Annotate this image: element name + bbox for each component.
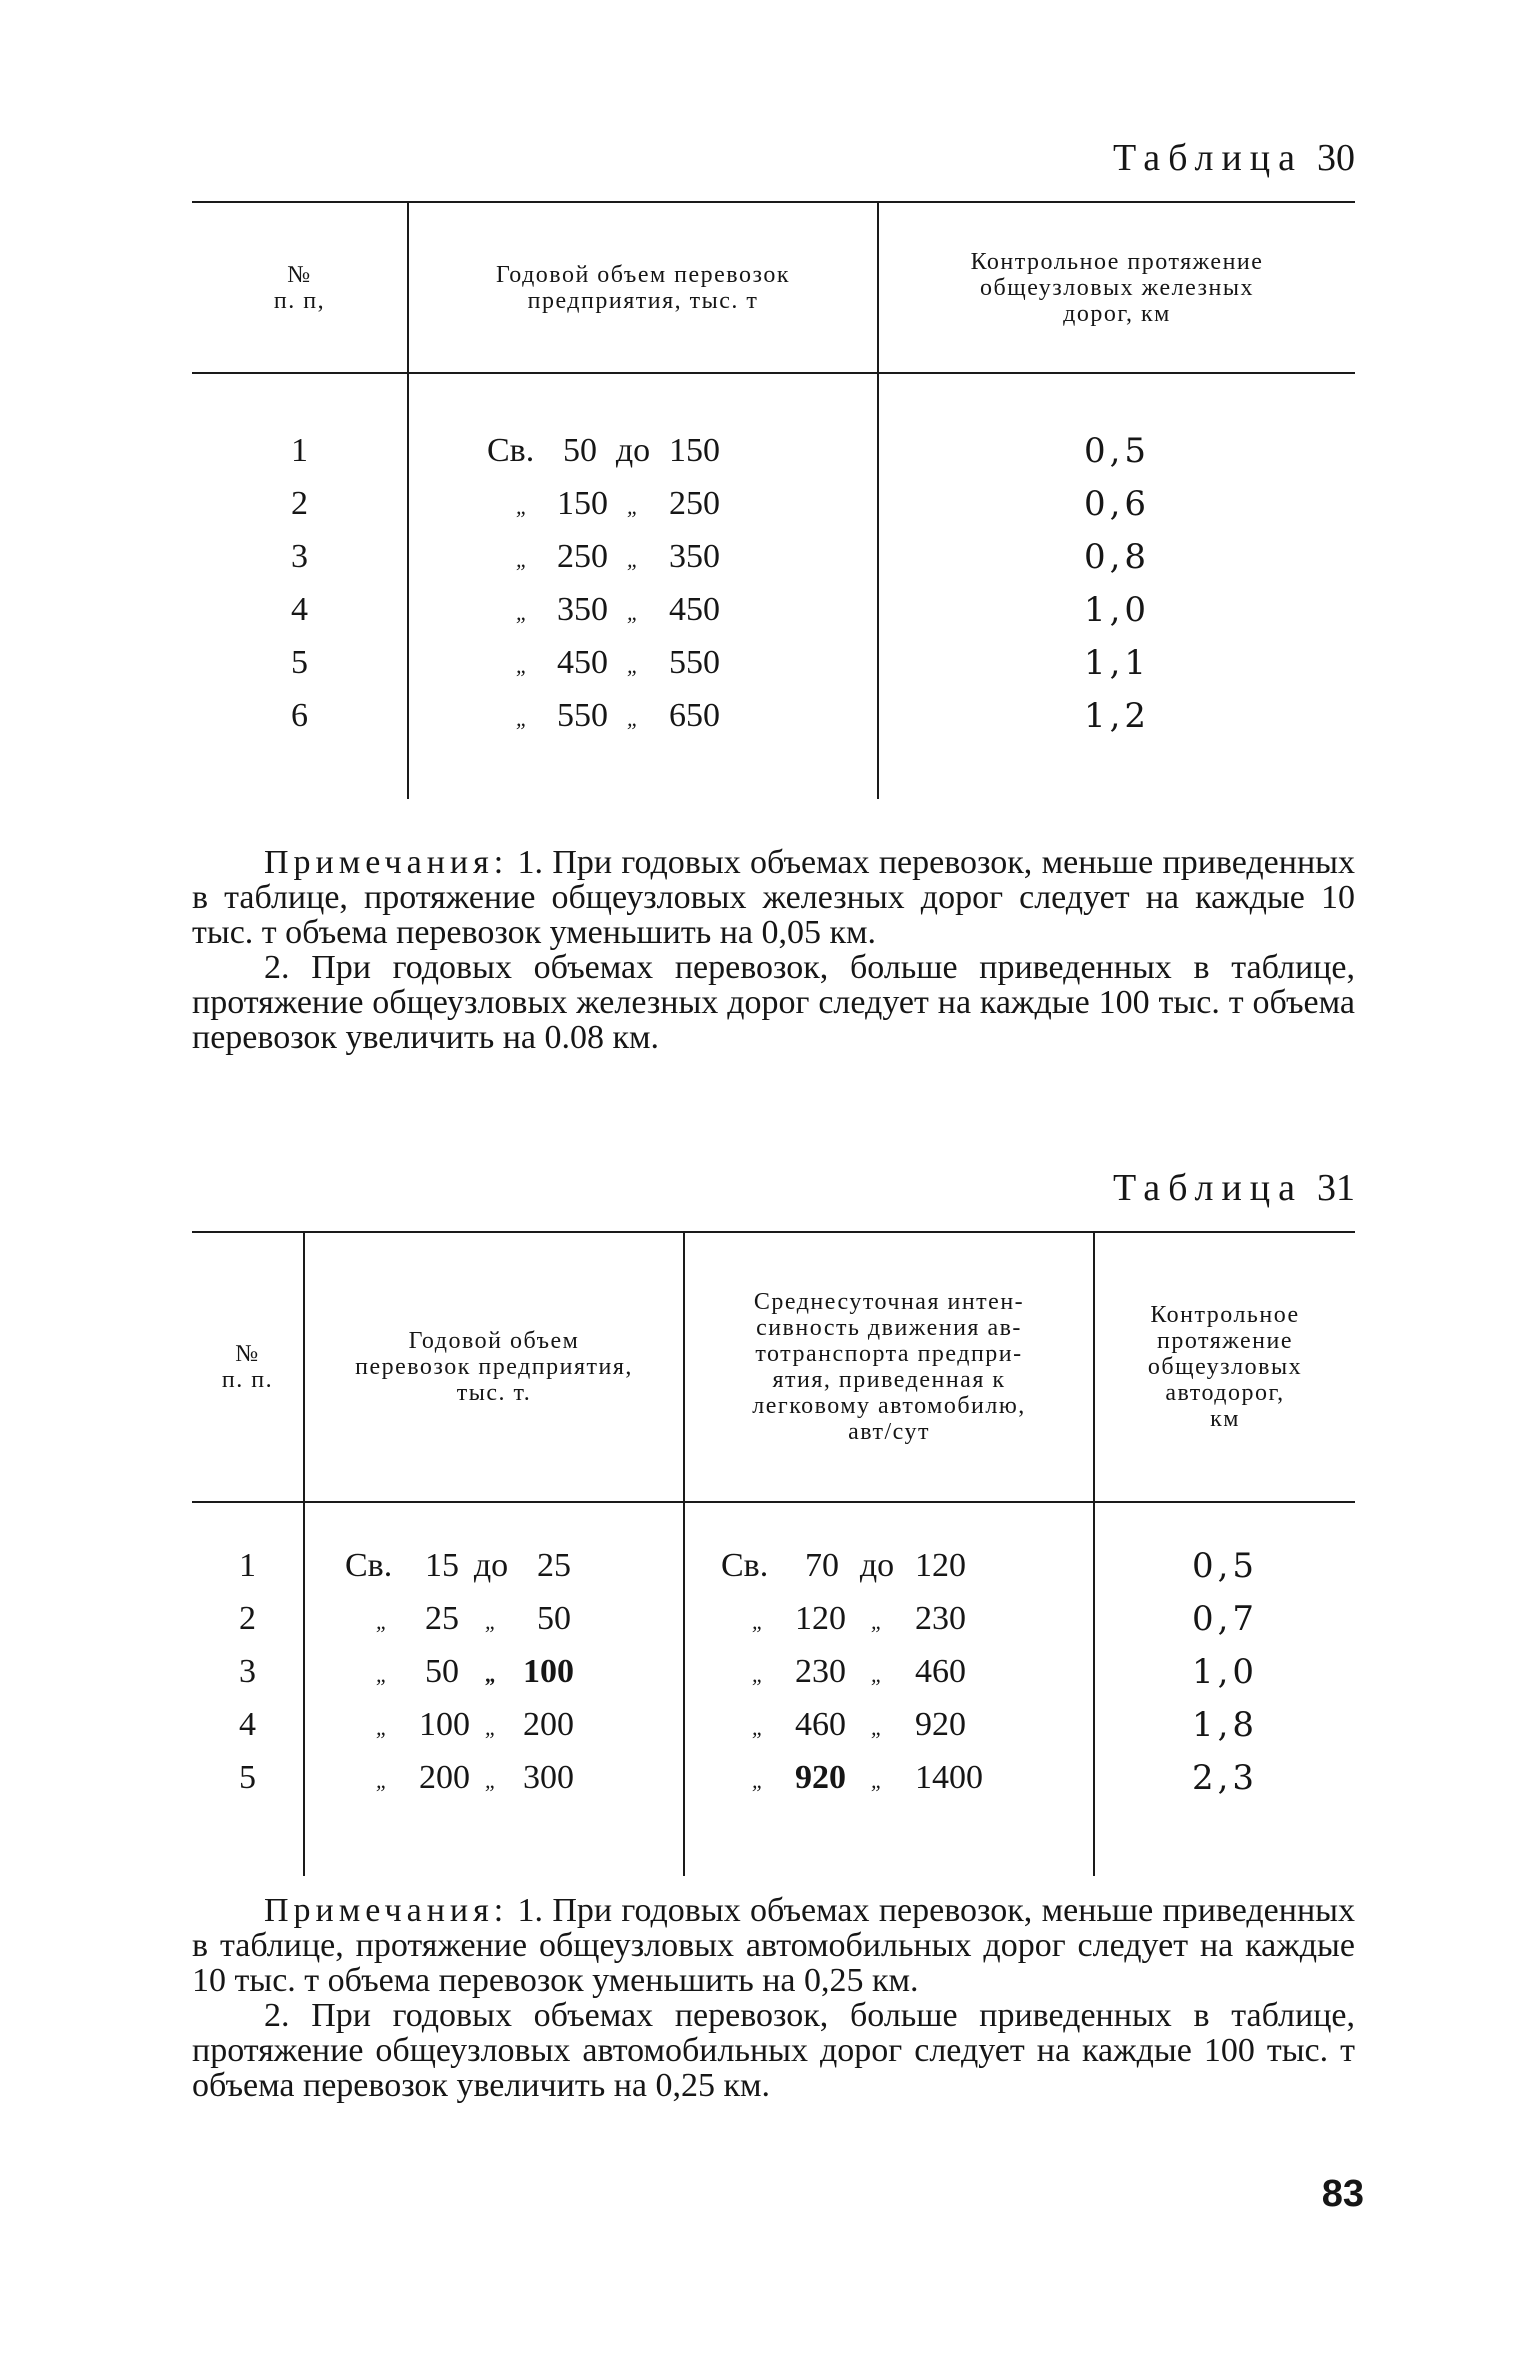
t30-header-volume	[408, 202, 878, 373]
t31-header-length-line3: общеузловых	[1147, 1354, 1303, 1380]
t31-header-intensity-line4: ятия, приведенная к	[772, 1367, 1006, 1393]
t31-row-intensity: Св. 70 до 120	[684, 1539, 1094, 1592]
t31-row-volume: Св. 15 до 25	[304, 1539, 684, 1592]
t30-notes-label: Примечания:	[264, 844, 509, 881]
t30-header-length	[878, 202, 1355, 373]
table-31-caption-word: Таблица	[1112, 1167, 1303, 1209]
t31-header-length	[1094, 1232, 1355, 1502]
t31-header-intensity-line6: авт/сут	[848, 1419, 930, 1445]
t30-header-length-line3: дорог, км	[1063, 300, 1171, 327]
table-row	[192, 1645, 1355, 1698]
t31-row-length: 1,0	[1094, 1645, 1355, 1698]
t30-row-number: 5	[291, 643, 308, 681]
t31-header-length-line2: протяжение	[1157, 1328, 1293, 1354]
t31-header-number-line1: №	[235, 1341, 260, 1367]
t31-row-volume: „ 100 „ 200	[304, 1698, 684, 1751]
t30-header-volume-line1: Годовой объем перевозок	[496, 261, 790, 288]
t31-header-volume-line3: тыс. т.	[456, 1380, 532, 1406]
table-row	[192, 1539, 1355, 1592]
table-30-header-row	[192, 202, 1355, 373]
t31-row-intensity: „ 920 „ 1400	[684, 1751, 1094, 1804]
t31-note-1-text: 1. При годовых объемах перевозок, меньше приведенных в таблице, протяжение общеузловых автомобильных дорог следует на каждые 10 тыс. т объема перевозок уменьшить на 0,25 км.	[192, 1892, 1356, 1999]
t30-row-number: 6	[291, 696, 308, 734]
t30-row-length: 0,8	[878, 530, 1355, 583]
page-number: 83	[1321, 2173, 1364, 2215]
t30-note-2: 2. При годовых объемах перевозок, больше приведенных в таблице, протяжение общеузловых железных дорог следует на каждые 100 тыс. т объема перевозок увеличить на 0.08 км.	[192, 949, 1355, 1056]
t31-header-intensity-line1: Среднесуточная интен-	[753, 1289, 1025, 1315]
t30-header-number	[192, 202, 408, 373]
t31-row-number: 3	[239, 1652, 256, 1690]
t31-row-length: 0,5	[1094, 1539, 1355, 1592]
t31-row-length: 0,7	[1094, 1592, 1355, 1645]
t31-header-length-line4: автодорог,	[1165, 1380, 1285, 1406]
t31-header-length-line1: Контрольное	[1150, 1302, 1300, 1328]
t31-row-volume: „ 25 „ 50	[304, 1592, 684, 1645]
table-31-caption	[1113, 1166, 1355, 1210]
t31-header-number	[192, 1232, 304, 1502]
t31-header-volume	[304, 1232, 684, 1502]
table-row	[192, 1592, 1355, 1645]
t30-row-length: 1,1	[878, 636, 1355, 689]
t31-row-volume: „ 50 „ 100	[304, 1645, 684, 1698]
table-row	[192, 424, 1355, 477]
t30-header-length-line2: общеузловых железных	[980, 274, 1254, 301]
t31-row-intensity: „ 230 „ 460	[684, 1645, 1094, 1698]
table-31	[192, 1231, 1355, 1876]
table-30-notes	[192, 845, 1355, 1055]
t31-header-number-line2: п. п.	[221, 1367, 274, 1393]
table-row	[192, 689, 1355, 742]
t31-row-volume: „ 200 „ 300	[304, 1751, 684, 1804]
t31-row-number: 4	[239, 1705, 256, 1743]
t31-note-2: 2. При годовых объемах перевозок, больше приведенных в таблице, протяжение общеузловых автомобильных дорог следует на каждые 100 тыс. т объема перевозок увеличить на 0,25 км.	[192, 1997, 1355, 2104]
t31-row-intensity: „ 120 „ 230	[684, 1592, 1094, 1645]
table-31-caption-number: 31	[1317, 1167, 1355, 1209]
table-31-header-row	[192, 1232, 1355, 1502]
t31-header-length-line5: км	[1210, 1406, 1240, 1432]
t30-row-volume: Св. 50 до 150	[408, 424, 878, 477]
t30-row-length: 0,6	[878, 477, 1355, 530]
t30-row-length: 1,2	[878, 689, 1355, 742]
t30-row-number: 4	[291, 590, 308, 628]
t31-row-number: 5	[239, 1758, 256, 1796]
t30-row-volume: „ 550 „ 650	[408, 689, 878, 742]
table-30-caption-number: 30	[1317, 137, 1355, 179]
t31-header-intensity-line2: сивность движения ав-	[756, 1315, 1022, 1341]
t30-header-length-line1: Контрольное протяжение	[970, 248, 1264, 275]
t30-row-volume: „ 150 „ 250	[408, 477, 878, 530]
t30-header-number-line2: п. п,	[273, 287, 326, 314]
t31-notes-label: Примечания:	[264, 1892, 509, 1929]
table-row	[192, 1698, 1355, 1751]
t31-header-intensity-line5: легковому автомобилю,	[752, 1393, 1026, 1419]
table-30-caption-word: Таблица	[1112, 137, 1303, 179]
t30-header-volume-line2: предприятия, тыс. т	[527, 287, 759, 314]
table-row	[192, 530, 1355, 583]
t31-header-volume-line1: Годовой объем	[408, 1328, 580, 1354]
t31-row-length: 2,3	[1094, 1751, 1355, 1804]
t30-row-volume: „ 250 „ 350	[408, 530, 878, 583]
table-row	[192, 583, 1355, 636]
t30-header-number-line1: №	[287, 261, 312, 288]
t30-note-1	[192, 845, 1355, 950]
t31-row-number: 2	[239, 1599, 256, 1637]
t31-note-1	[192, 1893, 1355, 1998]
t30-row-length: 1,0	[878, 583, 1355, 636]
t31-header-volume-line2: перевозок предприятия,	[355, 1354, 633, 1380]
t30-row-length: 0,5	[878, 424, 1355, 477]
t31-header-intensity-line3: тотранспорта предпри-	[755, 1341, 1023, 1367]
table-row	[192, 636, 1355, 689]
t31-row-intensity: „ 460 „ 920	[684, 1698, 1094, 1751]
t30-row-number: 1	[291, 431, 308, 469]
t31-header-intensity	[684, 1232, 1094, 1502]
t31-row-number: 1	[239, 1546, 256, 1584]
table-30	[192, 201, 1355, 799]
table-row	[192, 477, 1355, 530]
table-31-notes	[192, 1893, 1355, 2103]
table-row	[192, 1751, 1355, 1804]
t31-row-length: 1,8	[1094, 1698, 1355, 1751]
t30-note-1-text: 1. При годовых объемах перевозок, меньше приведенных в таблице, протяжение общеузловых железных дорог следует на каждые 10 тыс. т объема перевозок уменьшить на 0,05 км.	[192, 844, 1356, 951]
t30-row-number: 2	[291, 484, 308, 522]
t30-row-volume: „ 450 „ 550	[408, 636, 878, 689]
table-30-caption	[1113, 136, 1355, 180]
t30-row-number: 3	[291, 537, 308, 575]
t30-row-volume: „ 350 „ 450	[408, 583, 878, 636]
